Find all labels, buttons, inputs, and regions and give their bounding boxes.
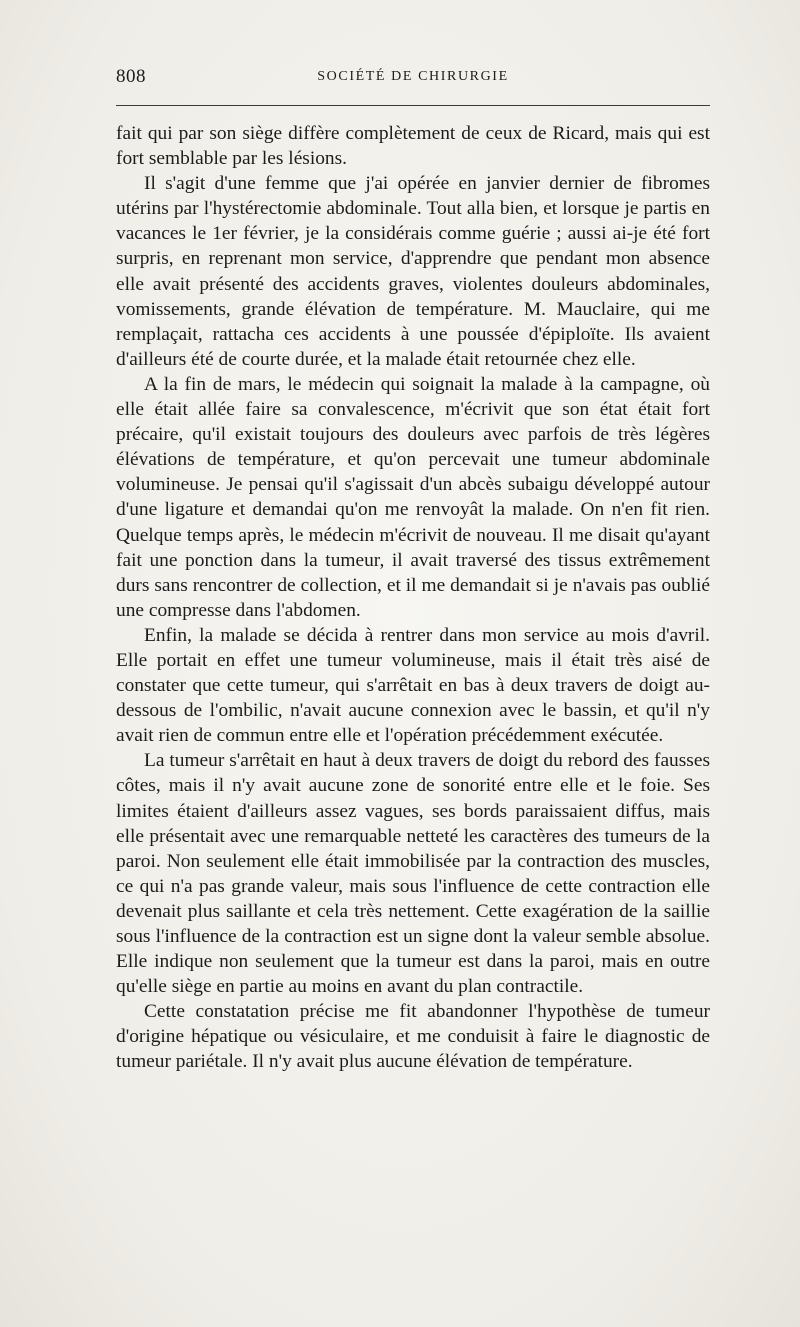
page-number: 808 (116, 66, 146, 87)
paragraph-5: La tumeur s'arrêtait en haut à deux travers de doigt du rebord des fausses côtes, mais il n'y avait aucune zone de sonorité entre elle et le foie. Ses limites étaient d'ailleurs assez vagues, ses bords paraissaient diffus, mais elle présentait avec une remarquable netteté les caractères des tumeurs de la paroi. Non seulement elle était immobilisée par la contraction des muscles, ce qui n'a pas grande valeur, mais sous l'influence de cette contraction elle devenait plus saillante et cela très nettement. Cette exagération de la saillie sous l'influence de la contraction est un signe dont la valeur semble absolue. Elle indique non seulement que la tumeur est dans la paroi, mais en outre qu'elle siège en partie au moins en avant du plan contractile. (116, 750, 710, 998)
paragraph-4: Enfin, la malade se décida à rentrer dans mon service au mois d'avril. Elle portait en effet une tumeur volumineuse, mais il était très aisé de constater que cette tumeur, qui s'arrêtait en bas à deux travers de doigt au-dessous de l'ombilic, n'avait aucune connexion avec le bassin, et qu'il n'y avait rien de commun entre elle et l'opération précédemment exécutée. (116, 624, 710, 747)
header-rule (116, 105, 710, 106)
body-text (116, 121, 710, 1075)
page-header (116, 62, 710, 92)
paragraph-3: A la fin de mars, le médecin qui soignait la malade à la campagne, où elle était allée faire sa convalescence, m'écrivit que son état était fort précaire, qu'il existait toujours des douleurs avec parfois de très légères élévations de température, et qu'on percevait une tumeur abdominale volumineuse. Je pensai qu'il s'agissait d'un abcès subaigu développé autour d'une ligature et demandai qu'on me renvoyât la malade. On n'en fit rien. Quelque temps après, le médecin m'écrivit de nouveau. Il me disait qu'ayant fait une ponction dans la tumeur, il avait traversé des tissus extrêmement durs sans rencontrer de collection, et il me demandait si je n'avais pas oublié une compresse dans l'abdomen. (116, 373, 710, 621)
paragraph-2: Il s'agit d'une femme que j'ai opérée en janvier dernier de fibromes utérins par l'hystérectomie abdominale. Tout alla bien, et lorsque je partis en vacances le 1er février, je la considérais comme guérie ; aussi ai-je été fort surpris, en reprenant mon service, d'apprendre que pendant mon absence elle avait présenté des accidents graves, violentes douleurs abdominales, vomissements, grande élévation de température. M. Mauclaire, qui me remplaçait, rattacha ces accidents à une poussée d'épiploïte. Ils avaient d'ailleurs été de courte durée, et la malade était retournée chez elle. (116, 173, 710, 370)
running-head: SOCIÉTÉ DE CHIRURGIE (317, 69, 509, 84)
paragraph-1: fait qui par son siège diffère complètement de ceux de Ricard, mais qui est fort semblable par les lésions. (116, 123, 710, 170)
paragraph-6: Cette constatation précise me fit abandonner l'hypothèse de tumeur d'origine hépatique ou vésiculaire, et me conduisit à faire le diagnostic de tumeur pariétale. Il n'y avait plus aucune élévation de température. (116, 1001, 710, 1073)
